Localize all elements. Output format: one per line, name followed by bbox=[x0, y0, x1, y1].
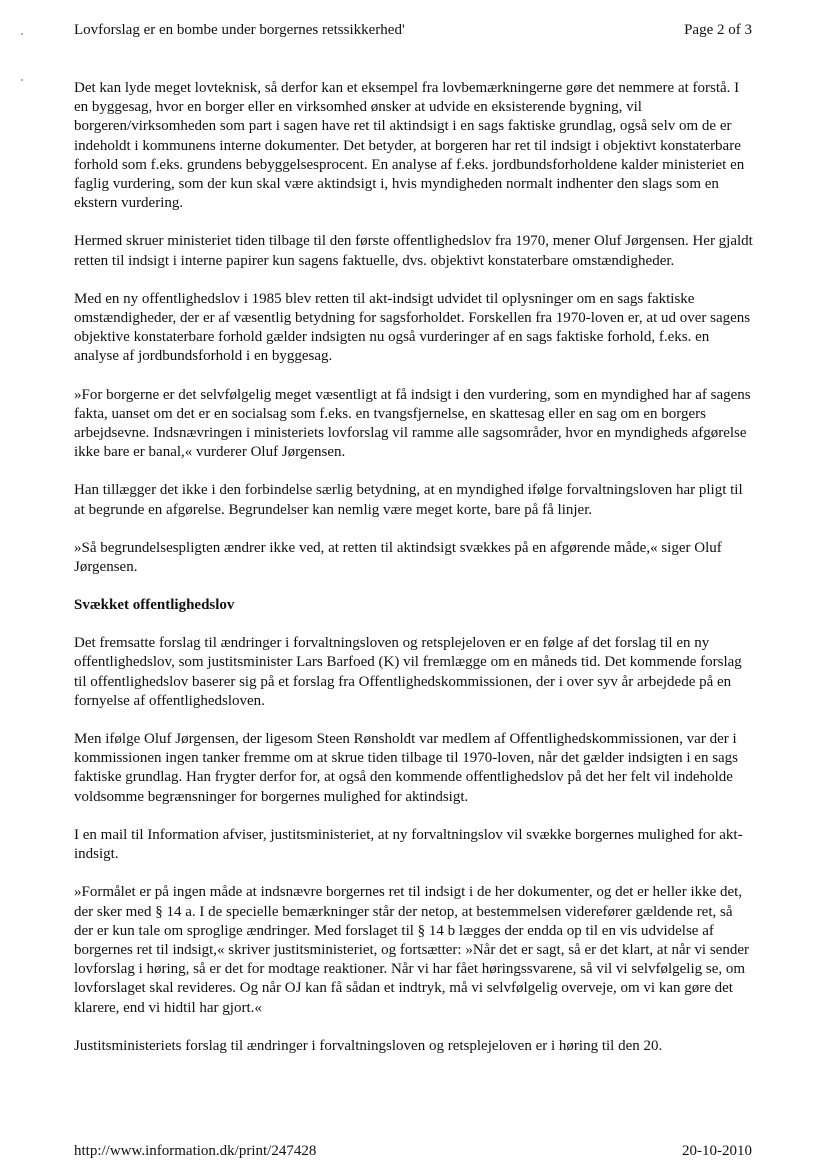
scan-speck bbox=[21, 33, 23, 35]
footer-url[interactable]: http://www.information.dk/print/247428 bbox=[74, 1143, 317, 1159]
article-body bbox=[74, 79, 754, 1075]
paragraph-2: Hermed skruer ministeriet tiden tilbage til den første offentlighedslov fra 1970, mener Oluf Jørgensen. Her gjaldt retten til indsigt i interne papirer kun sagens faktuelle, dvs. objektivt konstaterbare omstændigheder. bbox=[74, 233, 753, 269]
paragraph-6: »Så begrundelsespligten ændrer ikke ved, at retten til aktindsigt svækkes på en afgørende måde,« siger Oluf Jørgensen. bbox=[74, 539, 722, 576]
paragraph-9: I en mail til Information afviser, justitsministeriet, at ny forvaltningslov vil svække borgernes mulighed for akt-indsigt. bbox=[74, 826, 743, 863]
paragraph-7: Det fremsatte forslag til ændringer i forvaltningsloven og retsplejeloven er en følge af det forslag til en ny offentlighedslov, som justitsminister Lars Barfoed (K) vil fremlægge om en måneds tid. Det kommende forslag til offentlighedslov baserer sig på et forslag fra Offentlighedskommissionen, der i over syv år arbejdede på en fornyelse af offentlighedsloven. bbox=[74, 635, 742, 709]
paragraph-11: Justitsministeriets forslag til ændringer i forvaltningsloven og retsplejeloven er i høring til den 20. bbox=[74, 1037, 663, 1054]
paragraph-4: »For borgerne er det selvfølgelig meget væsentligt at få indsigt i den vurdering, som en myndighed har af sagens fakta, uanset om det er en socialsag som f.eks. en tvangsfjernelse, en skattesag eller en sag om en borgers arbejdsevne. Indsnævringen i ministeriets lovforslag vil ramme alle sagsområder, hvor en myndigheds afgørelse ikke bare er banal,« vurderer Oluf Jørgensen. bbox=[74, 386, 751, 461]
paragraph-8: Men ifølge Oluf Jørgensen, der ligesom Steen Rønsholdt var medlem af Offentlighedskommissionen, var der i kommissionen ingen tanker fremme om at skrue tiden tilbage til 1970-loven, når det gælder indsigten i en sags faktiske grundlag. Han frygter derfor for, at også den kommende offentlighedslov på det her felt vil indeholde voldsomme begrænsninger for borgernes mulighed for aktindsigt. bbox=[74, 731, 739, 805]
paragraph-5: Han tillægger det ikke i den forbindelse særlig betydning, at en myndighed ifølge forvaltningsloven har pligt til at begrunde en afgørelse. Begrundelser kan nemlig være meget korte, bare på få linjer. bbox=[74, 482, 743, 518]
paragraph-3: Med en ny offentlighedslov i 1985 blev retten til akt-indsigt udvidet til oplysninger om en sags faktiske omstændigheder, der er af væsentlig betydning for sagsforholdet. Forskellen fra 1970-loven er, at ud over sagens objektive konstaterbare forhold gælder indsigten nu også vurderinger af en sags faktiske forhold, f.eks. en analyse af jordbundsforhold i en byggesag. bbox=[74, 290, 751, 365]
page-header-title: Lovforslag er en bombe under borgernes retssikkerhed' bbox=[74, 22, 405, 38]
paragraph-1: Det kan lyde meget lovteknisk, så derfor kan et eksempel fra lovbemærkningerne gøre det nemmere at forstå. I en byggesag, hvor en borger eller en virksomhed ønsker at udvide en eksisterende bygning, vil borgeren/virksomheden som part i sagen have ret til aktindsigt i en sags faktiske grundlag, også selv om de er indeholdt i kommunens interne dokumenter. Det betyder, at borgeren har ret til indsigt i objektivt konstaterbare forhold som f.eks. grundens bebyggelsesprocent. En analyse af f.eks. jordbundsforholdene kalder ministeriet en faglig vurdering, som der kun skal være aktindsigt i, hvis myndigheden normalt indhenter den slags som en ekstern vurdering. bbox=[74, 80, 745, 212]
page-number: Page 2 of 3 bbox=[684, 22, 752, 38]
paragraph-10: »Formålet er på ingen måde at indsnævre borgernes ret til indsigt i de her dokumenter, og det er heller ikke det, der sker med § 14 a. I de specielle bemærkninger står der netop, at bestemmelsen viderefører gældende ret, så der er kun tale om sproglige ændringer. Med forslaget til § 14 b lægges der endda op til en vis udvidelse af borgernes ret til indsigt,« skriver justitsministeriet, og fortsætter: »Når det er sagt, så er det klart, at når vi sender lovforslag i høring, så er det for modtage reaktioner. Når vi har fået høringssvarene, så vil vi selvfølgelig se, om lovforslaget skal revideres. Og når OJ kan få sådan et indtryk, må vi selvfølgelig overveje, om vi kan gøre det klarere, end vi hidtil har gjort.« bbox=[74, 884, 749, 1016]
footer-date: 20-10-2010 bbox=[682, 1143, 752, 1159]
section-heading: Svækket offentlighedslov bbox=[74, 597, 235, 614]
scan-speck bbox=[21, 79, 23, 81]
